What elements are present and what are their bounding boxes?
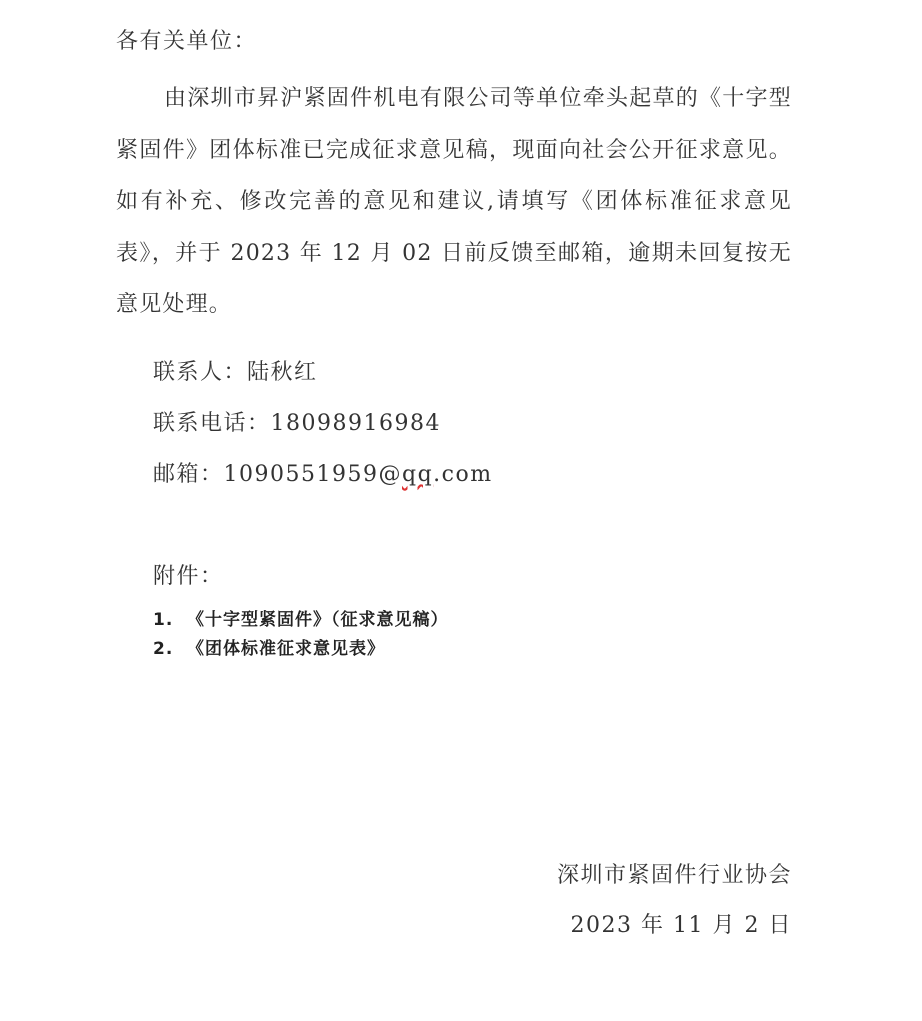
contact-phone-label: 联系电话： xyxy=(153,411,271,436)
contact-person-name: 陆秋红 xyxy=(247,360,318,385)
attachment-number: 2. xyxy=(153,639,174,659)
attachment-item xyxy=(153,635,449,664)
contact-person-line xyxy=(153,357,318,389)
contact-person-label: 联系人： xyxy=(153,360,248,385)
attachment-item xyxy=(153,606,449,635)
signature-organization: 深圳市紧固件行业协会 xyxy=(556,863,792,888)
attachment-title: 《团体标准征求意见表》 xyxy=(187,639,385,659)
attachments-list xyxy=(153,606,449,664)
contact-phone-line xyxy=(153,408,441,440)
attachments-label: 附件： xyxy=(153,564,224,589)
contact-phone-number: 18098916984 xyxy=(270,411,441,436)
attachment-title: 《十字型紧固件》（征求意见稿） xyxy=(187,610,449,630)
attachment-number: 1. xyxy=(153,610,174,630)
body-paragraph: 由深圳市昇沪紧固件机电有限公司等单位牵头起草的《十字型紧固件》团体标准已完成征求意见稿，现面向社会公开征求意见。如有补充、修改完善的意见和建议,请填写《团体标准征求意见表》，并于 2023 年 12 月 02 日前反馈至邮箱，逾期未回复按无意见处理。 xyxy=(116,86,792,317)
salutation: 各有关单位： xyxy=(116,29,258,54)
contact-email-user: 1090551959@ xyxy=(223,462,402,487)
contact-email-tld: .com xyxy=(433,462,493,487)
contact-email-domain: qq xyxy=(402,462,434,487)
signature-date: 2023 年 11 月 2 日 xyxy=(570,913,792,938)
contact-email-label: 邮箱： xyxy=(153,462,224,487)
contact-email-line xyxy=(153,459,493,491)
